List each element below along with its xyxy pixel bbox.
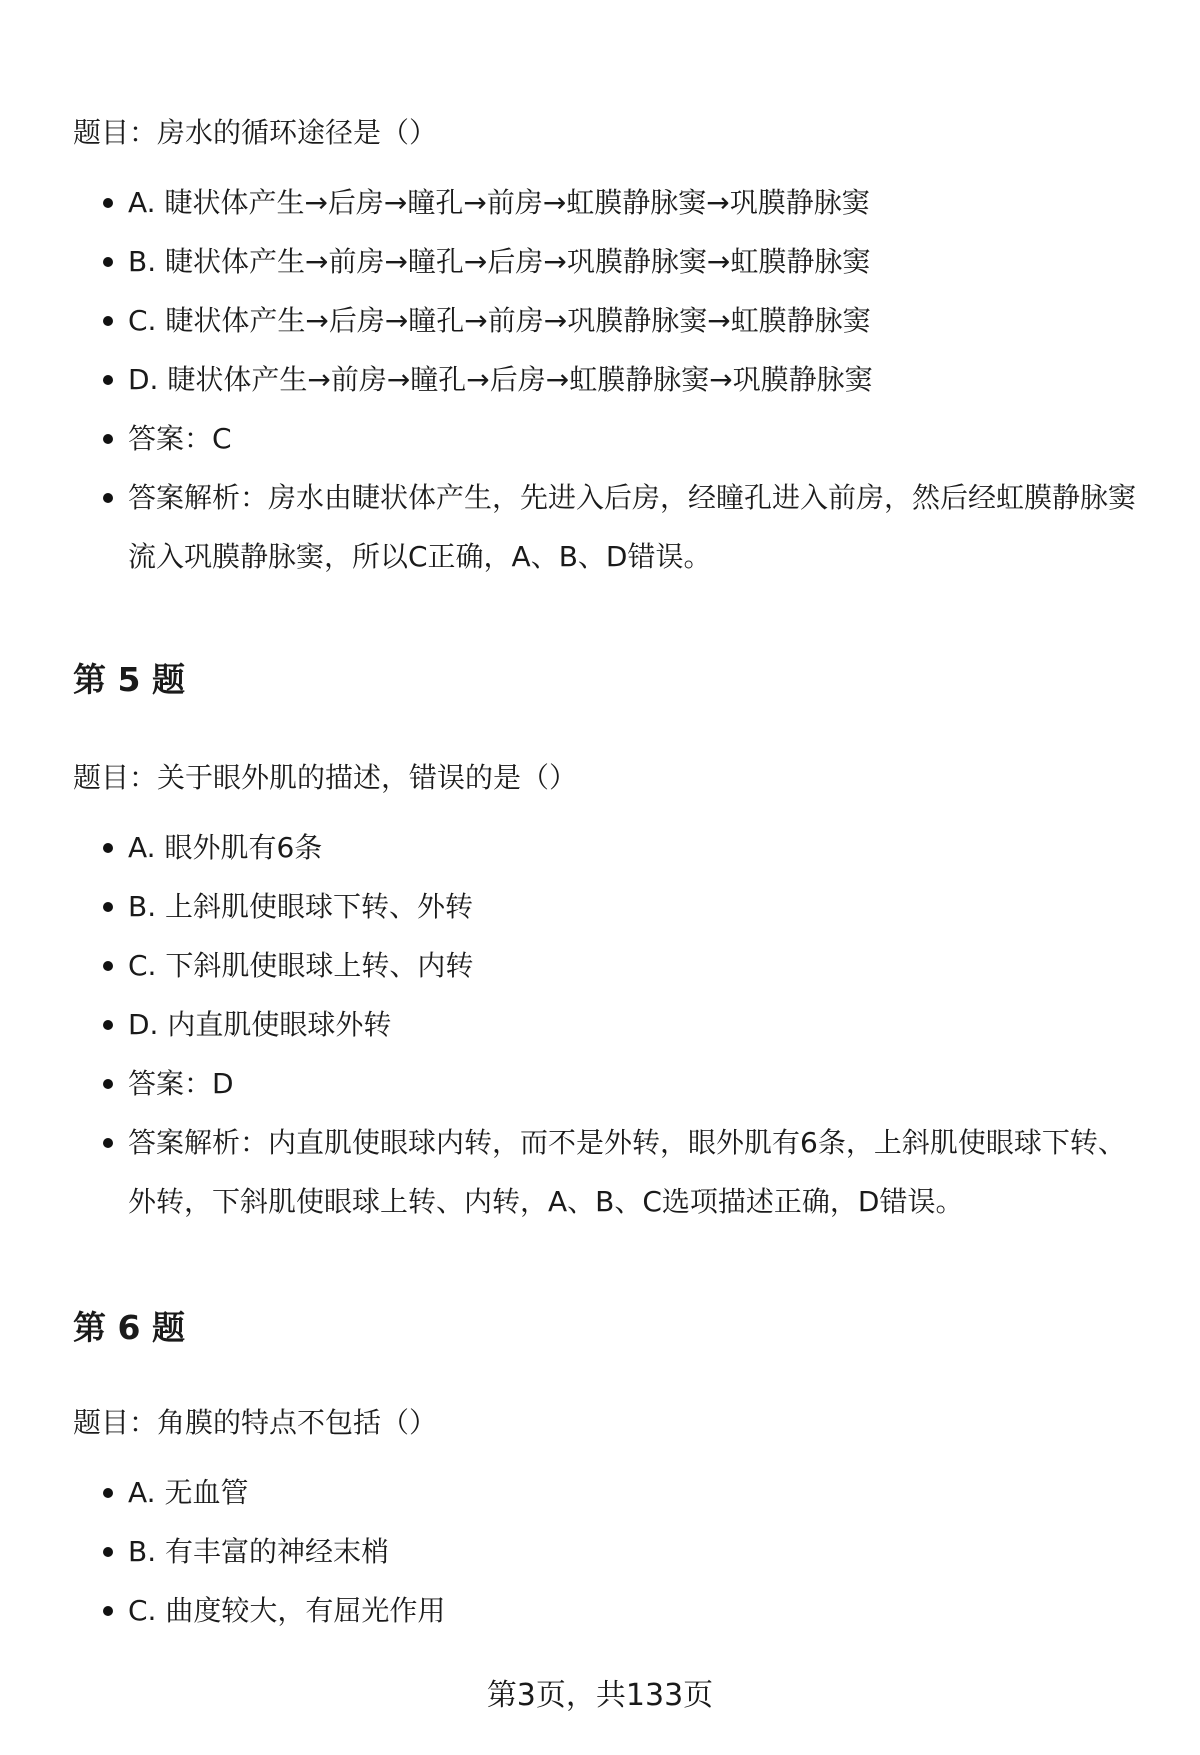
question-4-items-block bbox=[73, 173, 1153, 586]
answer-explanation: 答案解析：房水由睫状体产生，先进入后房，经瞳孔进入前房，然后经虹膜静脉窦流入巩膜静脉窦，所以C正确，A、B、D错误。 bbox=[128, 481, 1137, 573]
answer: 答案：D bbox=[128, 1067, 234, 1100]
answer-explanation: 答案解析：内直肌使眼球内转，而不是外转，眼外肌有6条，上斜肌使眼球下转、外转，下斜肌使眼球上转、内转，A、B、C选项描述正确，D错误。 bbox=[128, 1126, 1126, 1218]
list-item bbox=[73, 1113, 1153, 1231]
option-c: C. 曲度较大，有屈光作用 bbox=[128, 1594, 446, 1627]
list-item bbox=[73, 232, 1153, 291]
bullet-dot bbox=[103, 902, 113, 912]
question-5-stem: 题目：关于眼外肌的描述，错误的是（） bbox=[73, 761, 578, 794]
bullet-dot bbox=[103, 961, 113, 971]
page-number-footer: 第3页，共133页 bbox=[486, 1678, 714, 1713]
list-item bbox=[73, 1522, 1153, 1581]
question-4-stem-block bbox=[73, 113, 1153, 153]
bullet-dot bbox=[103, 1606, 113, 1616]
list-item bbox=[73, 936, 1153, 995]
bullet-dot bbox=[103, 1020, 113, 1030]
question-6-heading: 第 6 题 bbox=[73, 1308, 185, 1347]
list-item bbox=[73, 1054, 1153, 1113]
bullet-dot bbox=[103, 493, 113, 503]
list-item bbox=[73, 468, 1153, 586]
question-6-stem-block bbox=[73, 1403, 1153, 1443]
question-5-list bbox=[73, 818, 1153, 1231]
bullet-dot bbox=[103, 1547, 113, 1557]
question-5-stem-block bbox=[73, 758, 1153, 798]
bullet-dot bbox=[103, 198, 113, 208]
question-6-list bbox=[73, 1463, 1153, 1640]
list-item bbox=[73, 1463, 1153, 1522]
question-6-items-block bbox=[73, 1463, 1153, 1640]
list-item bbox=[73, 409, 1153, 468]
list-item bbox=[73, 995, 1153, 1054]
list-item bbox=[73, 877, 1153, 936]
bullet-dot bbox=[103, 257, 113, 267]
option-b: B. 睫状体产生→前房→瞳孔→后房→巩膜静脉窦→虹膜静脉窦 bbox=[128, 245, 871, 278]
bullet-dot bbox=[103, 843, 113, 853]
option-d: D. 睫状体产生→前房→瞳孔→后房→虹膜静脉窦→巩膜静脉窦 bbox=[128, 363, 873, 396]
list-item bbox=[73, 291, 1153, 350]
option-b: B. 上斜肌使眼球下转、外转 bbox=[128, 890, 474, 923]
question-4-list bbox=[73, 173, 1153, 586]
list-item bbox=[73, 173, 1153, 232]
bullet-dot bbox=[103, 434, 113, 444]
list-item bbox=[73, 1581, 1153, 1640]
option-d: D. 内直肌使眼球外转 bbox=[128, 1008, 392, 1041]
list-item bbox=[73, 818, 1153, 877]
option-a: A. 无血管 bbox=[128, 1476, 249, 1509]
bullet-dot bbox=[103, 316, 113, 326]
question-5-items-block bbox=[73, 818, 1153, 1231]
option-a: A. 眼外肌有6条 bbox=[128, 831, 323, 864]
bullet-dot bbox=[103, 375, 113, 385]
question-6-stem: 题目：角膜的特点不包括（） bbox=[73, 1406, 438, 1439]
option-c: C. 下斜肌使眼球上转、内转 bbox=[128, 949, 474, 982]
option-a: A. 睫状体产生→后房→瞳孔→前房→虹膜静脉窦→巩膜静脉窦 bbox=[128, 186, 870, 219]
answer: 答案：C bbox=[128, 422, 232, 455]
bullet-dot bbox=[103, 1488, 113, 1498]
option-b: B. 有丰富的神经末梢 bbox=[128, 1535, 390, 1568]
list-item bbox=[73, 350, 1153, 409]
question-6-heading-block bbox=[73, 1306, 1153, 1350]
question-4-stem: 题目：房水的循环途径是（） bbox=[73, 116, 438, 149]
bullet-dot bbox=[103, 1138, 113, 1148]
bullet-dot bbox=[103, 1079, 113, 1089]
question-5-heading-block bbox=[73, 658, 1153, 702]
question-5-heading: 第 5 题 bbox=[73, 660, 185, 699]
option-c: C. 睫状体产生→后房→瞳孔→前房→巩膜静脉窦→虹膜静脉窦 bbox=[128, 304, 871, 337]
